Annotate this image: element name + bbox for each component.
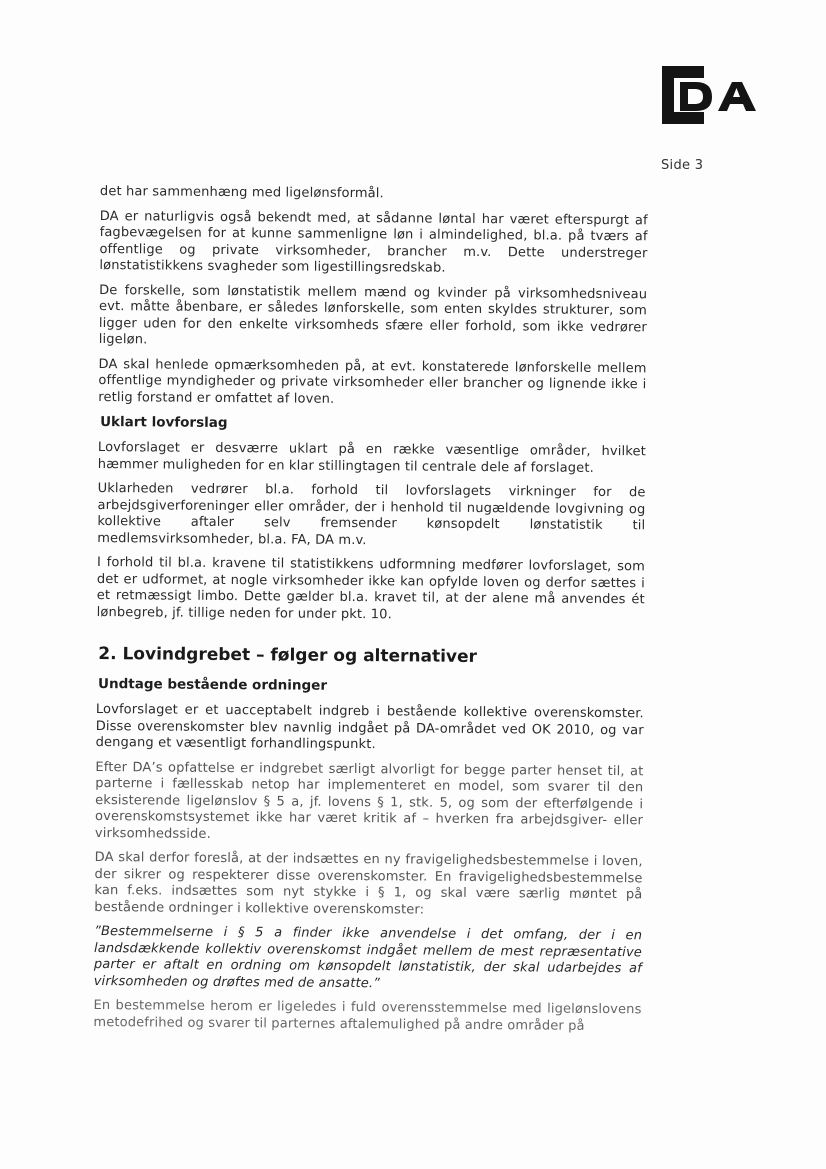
subheading-undtage-bestaaende-ordninger: Undtage bestående ordninger — [98, 676, 328, 694]
section-heading-2: 2. Lovindgrebet – følger og alternativer — [98, 644, 478, 667]
paragraph: Efter DA’s opfattelse er indgrebet særligt alvorligt for begge parter henset til, at parterne i fællesskab netop har implementeret en model, som svarer til den eksisterende ligelønslov § 5 a, jf. lovens § 1, stk. 5, og som der efterfølgende i overenskomstsystemet ikke har været kritik af – hverken fra arbejdsgiver- eller virksomhedsside. — [94, 759, 644, 842]
da-logo — [660, 64, 776, 126]
paragraph: I forhold til bl.a. kravene til statistikkens udformning medfører lovforslaget, som det er udformet, at nogle virksomheder ikke kan opfylde loven og derfor sættes i et retmæssigt limbo. Dette gælder bl.a. kravet til, at der alene må anvendes ét lønbegreb, jf. tillige neden for under pkt. 10. — [96, 554, 646, 622]
paragraph: De forskelle, som lønstatistik mellem mænd og kvinder på virksomhedsniveau evt. måtte åbenbare, er således lønforskelle, som enten skyldes strukturer, som ligger uden for den enkelte virksomheds sfære eller forhold, som ikke vedrører ligeløn. — [98, 282, 648, 348]
paragraph: Lovforslaget er desværre uklart på en række væsentlige områder, hvilket hæmmer muligheden for en klar stillingtagen til centrale dele af forslaget. — [97, 439, 646, 476]
document-body — [93, 184, 648, 1043]
paragraph: Uklarheden vedrører bl.a. forhold til lovforslagets virkninger for de arbejdsgiverforeninger eller områder, der i henhold til nugældende lovgivning og kollektive aftaler selv fremsender kønsopdelt lønstatistik til medlemsvirksomheder, bl.a. FA, DA m.v. — [97, 480, 646, 548]
page-number: Side 3 — [661, 158, 704, 173]
paragraph: En bestemmelse herom er ligeledes i fuld overensstemmelse med ligelønslovens metodefrihed og svarer til parternes aftalemulighed på andre områder på — [93, 997, 642, 1034]
paragraph: Lovforslaget er et uacceptabelt indgreb i bestående kollektive overenskomster. Disse overenskomster blev navnlig indgået på DA-området ved OK 2010, og var dengang et væsentligt forhandlingspunkt. — [95, 701, 644, 753]
paragraph: DA er naturligvis også bekendt med, at sådanne løntal har været efterspurgt af fagbevægelsen for at kunne sammenligne løn i almindelighed, bl.a. på tværs af offentlige og private virksomheder, brancher m.v. Dette understreger lønstatistikkens svagheder som ligestillingsredskab. — [99, 208, 648, 276]
da-logo-icon — [660, 64, 776, 126]
paragraph: DA skal derfor foreslå, at der indsættes en ny fravigelighedsbestemmelse i loven, der sikrer og respekterer disse overenskomster. En fravigelighedsbestemmelse kan f.eks. indsættes som nyt stykke i § 1, og skal være særlig møntet på bestående ordninger i kollektive overenskomster: — [94, 849, 643, 918]
subheading-uklart-lovforslag: Uklart lovforslag — [100, 414, 228, 432]
paragraph: det har sammenhæng med ligelønsformål. — [99, 184, 384, 202]
quoted-provision: ”Bestemmelserne i § 5 a finder ikke anvendelse i det omfang, der i en landsdækkende kollektiv overenskomst indgået mellem de mest repræsentative parter er aftalt en ordning om kønsopdelt lønstatistik, der skal udarbejdes af virksomheden og drøftes med de ansatte.” — [93, 923, 643, 991]
paragraph: DA skal henlede opmærksomheden på, at evt. konstaterede lønforskelle mellem offentlige myndigheder og private virksomheder eller brancher og lignende ikke i retlig forstand er omfattet af loven. — [98, 356, 647, 407]
